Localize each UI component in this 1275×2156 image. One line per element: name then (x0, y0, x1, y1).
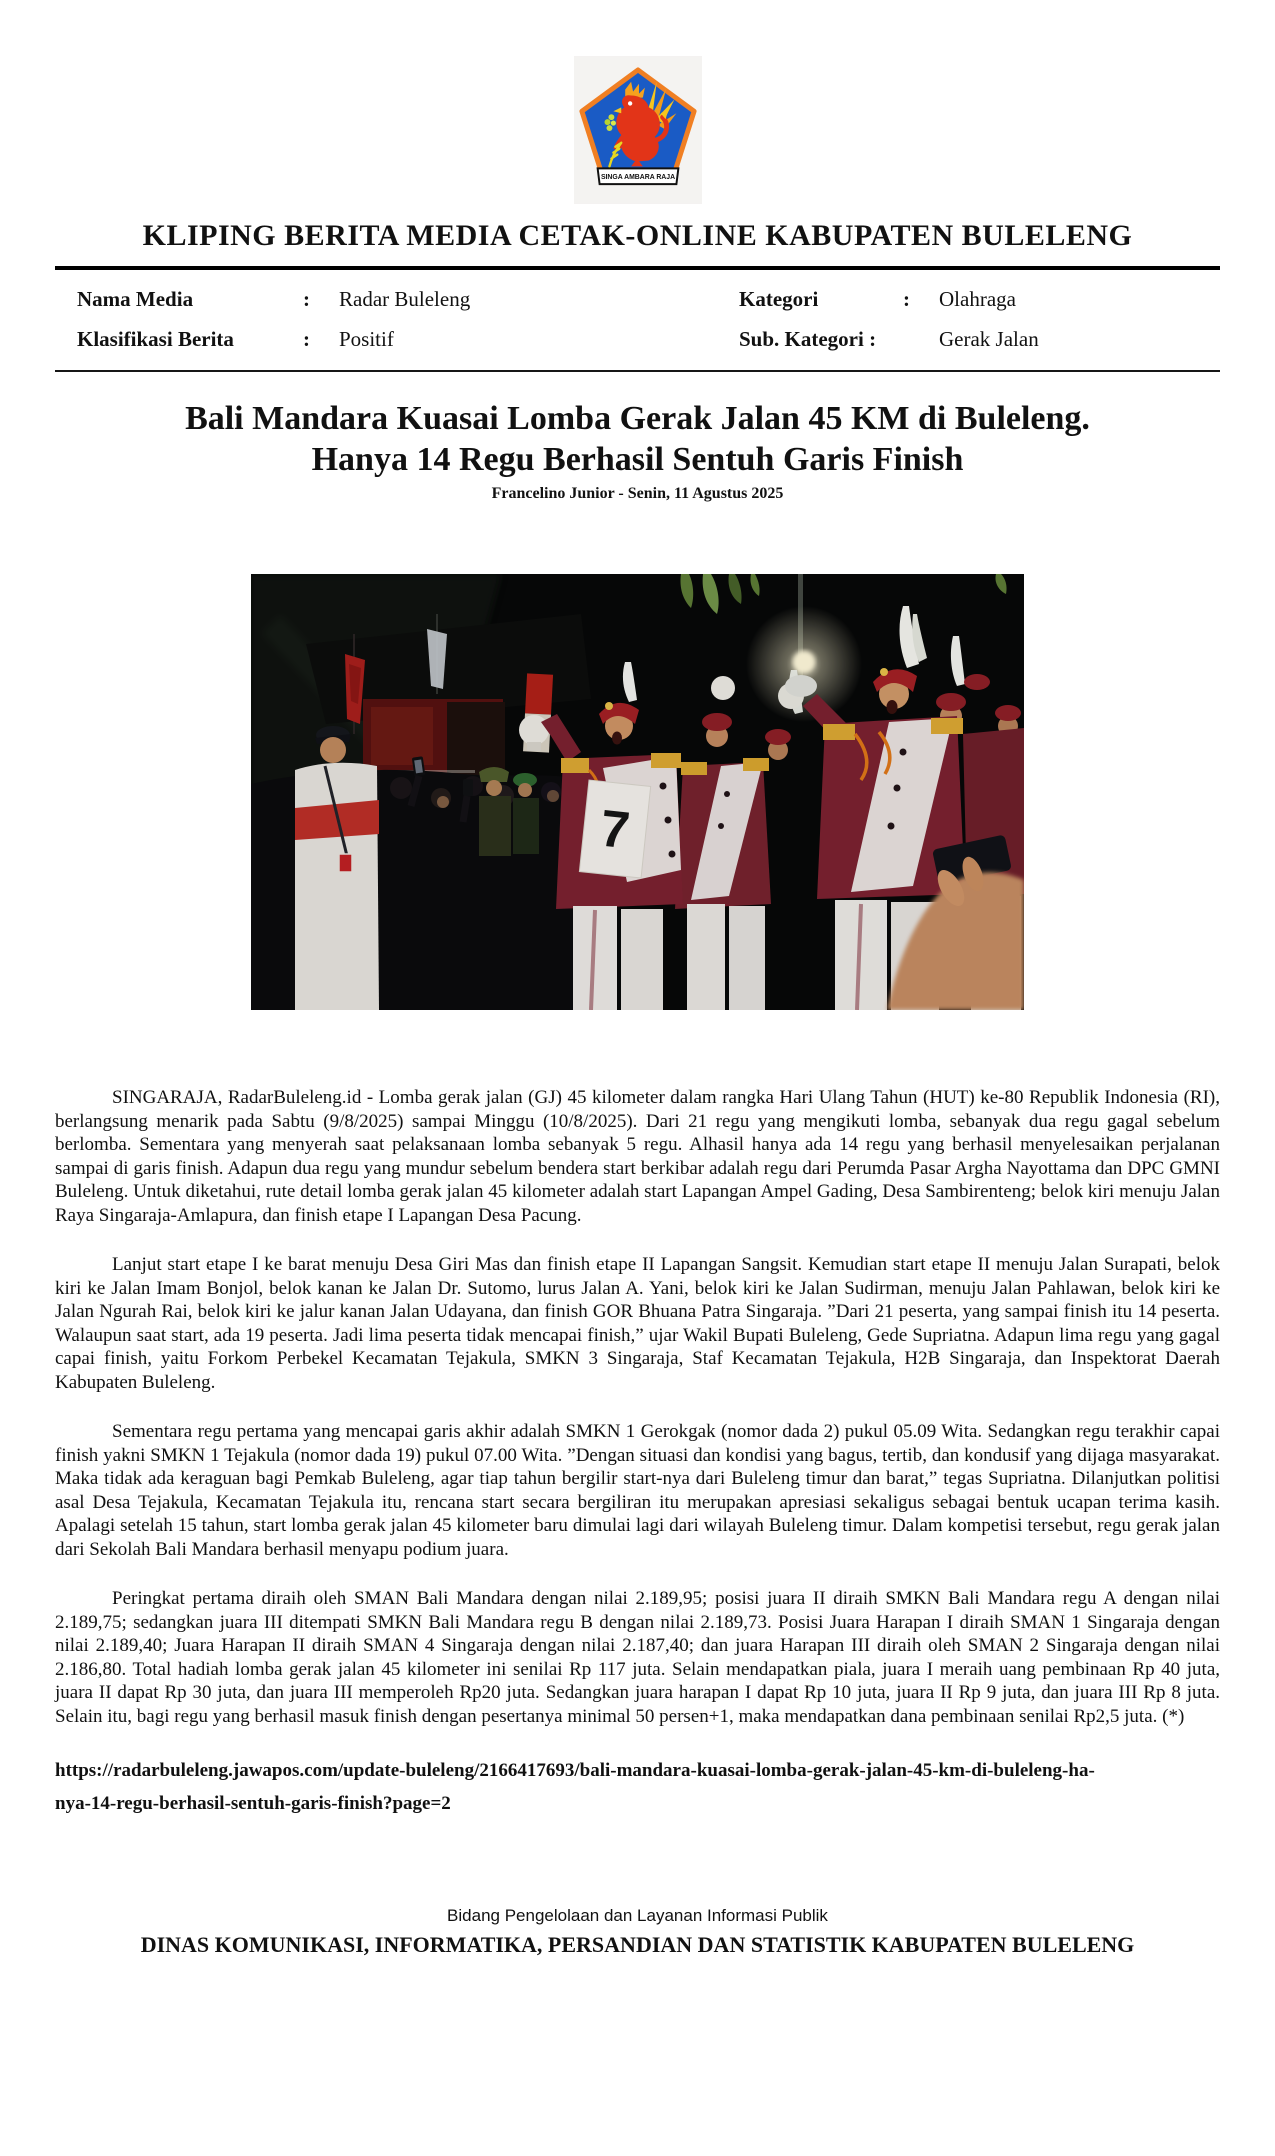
colon-separator: : (903, 287, 910, 311)
buleleng-crest-logo (574, 56, 702, 204)
sub-kategori-value: Gerak Jalan (939, 327, 1039, 351)
source-url-line2[interactable]: nya-14-regu-berhasil-sentuh-garis-finish?page=2 (55, 1793, 451, 1814)
headline-line1: Bali Mandara Kuasai Lomba Gerak Jalan 45 KM di Buleleng. (185, 400, 1090, 437)
kategori-value: Olahraga (939, 287, 1016, 311)
bib-number: 7 (597, 799, 633, 861)
crest-svg (574, 56, 702, 204)
page-footer (55, 1904, 1220, 1960)
page-title: KLIPING BERITA MEDIA CETAK-ONLINE KABUPATEN BULELENG (142, 219, 1133, 252)
article-headline (55, 398, 1220, 480)
klasifikasi-label: Klasifikasi Berita (77, 327, 234, 351)
article-paragraph: Sementara regu pertama yang mencapai garis akhir adalah SMKN 1 Gerokgak (nomor dada 2) pukul 05.09 Wita. Sedangkan regu terakhir capai finish yakni SMKN 1 Tejakula (nomor dada 19) pukul 07.00 Wita. ”Dengan situasi dan kondisi yang bagus, tertib, dan kondusif yang dijaga masyarakat. Maka tidak ada keraguan bagi Pemkab Buleleng, agar tiap tahun bergilir start-nya dari Buleleng timur dan barat,” tegas Supriatna. Dilanjutkan politisi asal Desa Tejakula, Kecamatan Tejakula itu, rencana start secara bergiliran itu merupakan apresiasi sekaligus sebagai bentuk ucapan terima kasih. Apalagi setelah 15 tahun, start lomba gerak jalan 45 kilometer baru dimulai lagi dari wilayah Buleleng timur. Dalam kompetisi tersebut, regu gerak jalan dari Sekolah Bali Mandara berhasil menyapu podium juara. (55, 1421, 1220, 1560)
headline-line2: Hanya 14 Regu Berhasil Sentuh Garis Finish (311, 441, 964, 478)
footer-agency: DINAS KOMUNIKASI, INFORMATIKA, PERSANDIAN DAN STATISTIK KABUPATEN BULELENG (140, 1932, 1135, 1957)
meta-left-column (55, 279, 695, 359)
klasifikasi-value: Positif (339, 327, 394, 351)
nama-media-label: Nama Media (77, 287, 194, 311)
article-byline: Francelino Junior - Senin, 11 Agustus 2025 (491, 485, 784, 502)
sub-kategori-label: Sub. Kategori : (739, 327, 877, 351)
source-url-line1[interactable]: https://radarbuleleng.jawapos.com/update-buleleng/2166417693/bali-mandara-kuasai-lomba-gerak-jalan-45-km-di-buleleng-ha- (55, 1760, 1095, 1781)
article-photo (251, 574, 1024, 1010)
source-url-link[interactable] (55, 1754, 1220, 1820)
footer-division: Bidang Pengelolaan dan Layanan Informasi Publik (447, 1906, 828, 1925)
nama-media-value: Radar Buleleng (339, 287, 471, 311)
divider-thin (55, 370, 1220, 372)
colon-separator: : (303, 287, 310, 311)
clipping-meta-table (55, 270, 1220, 370)
crest-banner (597, 168, 678, 184)
article-paragraph: SINGARAJA, RadarBuleleng.id - Lomba gerak jalan (GJ) 45 kilometer dalam rangka Hari Ulang Tahun (HUT) ke-80 Republik Indonesia (RI), berlangsung menarik pada Sabtu (9/8/2025) sampai Minggu (10/8/2025). Dari 21 regu yang mengikuti lomba, sebanyak dua regu gagal sebelum berlomba. Sementara yang menyerah saat pelaksanaan lomba sebanyak 5 regu. Alhasil hanya ada 14 regu yang berhasil menyelesaikan perjalanan sampai di garis finish. Adapun dua regu yang mundur sebelum bendera start berkibar adalah regu dari Perumda Pasar Argha Nayottama dan DPC GMNI Buleleng. Untuk diketahui, rute detail lomba gerak jalan 45 kilometer adalah start Lapangan Ampel Gading, Desa Sambirenteng; belok kiri menuju Jalan Raya Singaraja-Amlapura, dan finish etape I Lapangan Desa Pacung. (55, 1087, 1220, 1226)
colon-separator: : (303, 327, 310, 351)
article-photo-svg (251, 574, 1024, 1010)
article-body (55, 1086, 1220, 1820)
article-paragraph: Lanjut start etape I ke barat menuju Desa Giri Mas dan finish etape II Lapangan Sangsit. Kemudian start etape II menuju Jalan Surapati, belok kiri ke Jalan Imam Bonjol, belok kanan ke Jalan Dr. Sutomo, lurus Jalan A. Yani, belok kiri ke Jalan Sudirman, menuju Jalan Pahlawan, belok kiri ke Jalan Ngurah Rai, belok kiri ke jalur kanan Jalan Udayana, dan finish GOR Bhuana Patra Singaraja. ”Dari 21 peserta, yang sampai finish itu 14 peserta. Walaupun saat start, ada 19 peserta. Jadi lima peserta tidak mencapai finish,” ujar Wakil Bupati Buleleng, Gede Supriatna. Adapun lima regu yang gagal capai finish, yaitu Forkom Perbekel Kecamatan Tejakula, SMKN 3 Singaraja, Staf Kecamatan Tejakula, H2B Singaraja, dan Inspektorat Daerah Kabupaten Buleleng. (55, 1254, 1220, 1393)
article-paragraph: Peringkat pertama diraih oleh SMAN Bali Mandara dengan nilai 2.189,95; posisi juara II diraih SMKN Bali Mandara regu A dengan nilai 2.189,75; sedangkan juara III ditempati SMKN Bali Mandara regu B dengan nilai 2.189,73. Posisi Juara Harapan I diraih SMAN 1 Singaraja dengan nilai 2.189,40; Juara Harapan II diraih SMAN 4 Singaraja dengan nilai 2.187,40; dan juara Harapan III diraih oleh SMAN 2 Singaraja dengan nilai 2.186,80. Total hadiah lomba gerak jalan 45 kilometer ini senilai Rp 117 juta. Selain mendapatkan piala, juara I meraih uang pembinaan Rp 40 juta, juara II dapat Rp 30 juta, dan juara III memperoleh Rp20 juta. Sedangkan juara harapan I dapat Rp 10 juta, juara II Rp 9 juta, dan juara III Rp 8 juta. Selain itu, bagi regu yang berhasil masuk finish dengan pesertanya minimal 50 persen+1, maka mendapatkan dana pembinaan senilai Rp2,5 juta. (*) (55, 1588, 1220, 1727)
news-clipping-page (0, 56, 1275, 1960)
kategori-label: Kategori (739, 287, 819, 311)
crest-banner-text: SINGA AMBARA RAJA (600, 174, 675, 182)
meta-right-column (695, 279, 1220, 359)
